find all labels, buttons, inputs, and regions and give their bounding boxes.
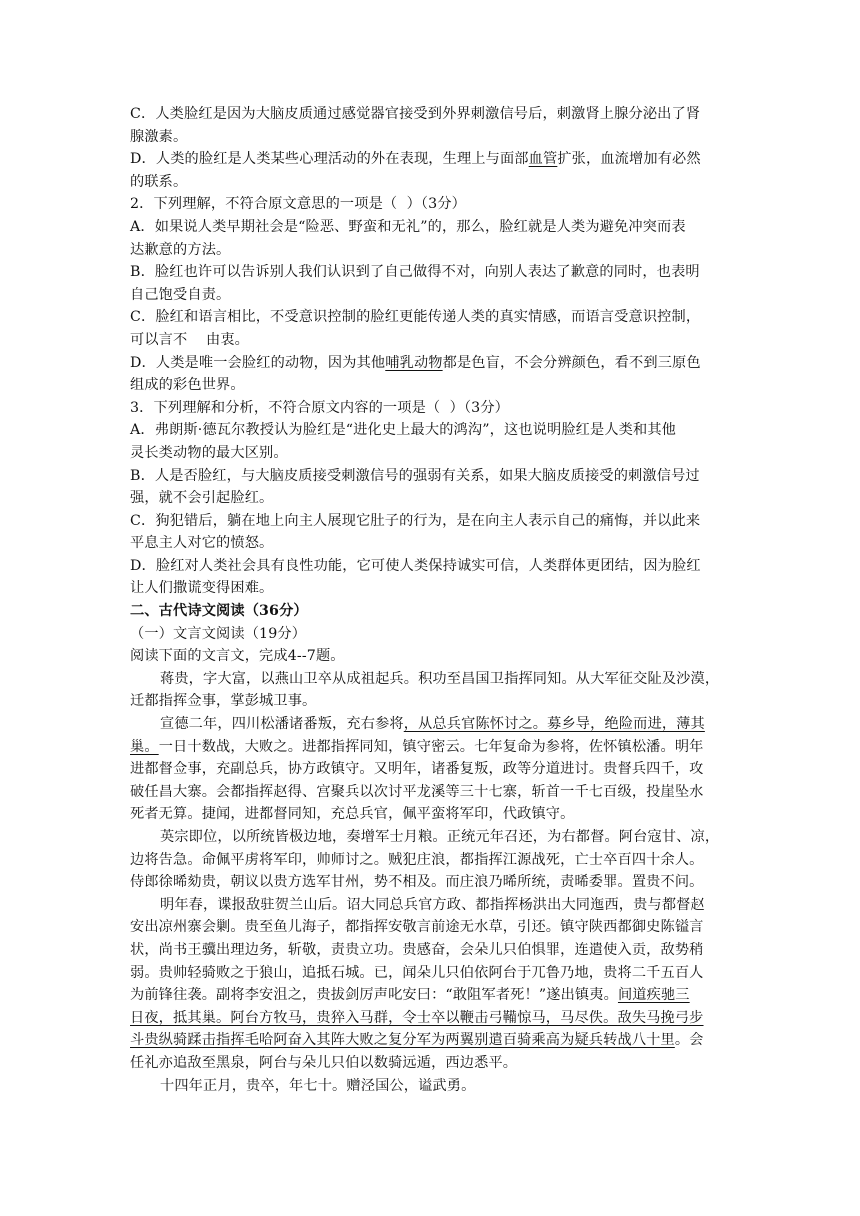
q2-option-d-text-a: D．人类是唯一会脸红的动物，因为其他 <box>130 354 386 371</box>
passage-p2-underlined-sentence-b: 巢。 <box>130 738 159 755</box>
q3-option-c-line2: 平息主人对它的愤怒。 <box>130 535 274 552</box>
q2-option-c-line1: C．脸红和语言相比，不受意识控制的脸红更能传递人类的真实情感，而语言受意识控制， <box>130 309 701 326</box>
passage-p4-line6 <box>130 1007 730 1030</box>
q1-option-d-underlined-term: 血管 <box>528 151 558 168</box>
passage-p2-line3: 进都督佥事，充副总兵，协方政镇守。又明年，诸番复叛，政等分道进讨。贵督兵四千，攻 <box>130 761 704 778</box>
passage-p1-line2: 迁都指挥佥事，掌彭城卫事。 <box>130 693 317 710</box>
passage-p4-underlined-d: 斗贵纵骑蹂击指挥毛哈阿奋入其阵大败之复分军为两翼别遣百骑乘高为疑兵转战八十里 <box>130 1032 675 1049</box>
q3-option-a-line1: A．弗朗斯·德瓦尔教授认为脸红是“进化史上最大的鸿沟”，这也说明脸红是人类和其他 <box>130 422 677 439</box>
q2-option-d-line1 <box>130 352 730 375</box>
q1-option-d-text-a: D．人类的脸红是人类某些心理活动的外在表现，生理上与面部 <box>130 151 529 168</box>
q3-option-c-line1: C．狗犯错后，躺在地上向主人展现它肚子的行为，是在向主人表示自己的痛悔，并以此来 <box>130 512 701 529</box>
passage-p2-text-b: 一日十数战，大败之。进都指挥同知，镇守密云。七年复命为参将，佐怀镇松潘。明年 <box>158 738 704 755</box>
passage-p2-line5: 死者无算。捷闻，进都督同知，充总兵官，佩平蛮将军印，代政镇守。 <box>130 806 575 823</box>
passage-p4-line3: 状，尚书王骥出理边务，斩敬，责贵立功。贵感奋，会朵儿只伯惧罪，连遣使入贡，敌势稍 <box>130 941 704 958</box>
q1-option-d-line1 <box>130 148 730 171</box>
q2-option-d-underlined-term: 哺乳动物 <box>385 354 443 371</box>
q2-option-b-line1: B．脸红也许可以告诉别人我们认识到了自己做得不对，向别人表达了歉意的同时，也表明 <box>130 264 700 281</box>
q1-option-d-text-b: 扩张，血流增加有必然 <box>557 151 701 168</box>
passage-p4-line4: 弱。贵帅轻骑败之于狼山，追抵石城。已，闻朵儿只伯依阿台于兀鲁乃地，贵将二千五百人 <box>130 964 704 981</box>
reading-instruction: 阅读下面的文言文，完成4--7题。 <box>130 648 345 665</box>
passage-p4-line2: 安出凉州寨会剿。贵至鱼儿海子，都指挥安敬言前途无水草，引还。镇守陕西都御史陈镒言 <box>130 919 704 936</box>
passage-p4-line7 <box>130 1029 730 1052</box>
passage-p4-line1: 明年春，谍报敌驻贺兰山后。诏大同总兵官方政、都指挥杨洪出大同迤西，贵与都督赵 <box>160 896 705 913</box>
q1-option-c-line1: C．人类脸红是因为大脑皮质通过感觉器官接受到外界刺激信号后，刺激肾上腺分泌出了肾 <box>130 106 701 122</box>
q2-option-a-line1: A．如果说人类早期社会是“险恶、野蛮和无礼”的，那么，脸红就是人类为避免冲突而表 <box>130 218 686 235</box>
document-page <box>130 103 730 1097</box>
passage-p3-line2: 边将告急。命佩平虏将军印，帅师讨之。贼犯庄浪，都指挥江源战死，亡士卒百四十余人。 <box>130 851 704 868</box>
passage-p4-text-b: 。会 <box>674 1032 704 1049</box>
passage-p1-line1: 蒋贵，字大富，以燕山卫卒从成祖起兵。积功至昌国卫指挥同知。从大军征交阯及沙漠， <box>160 670 720 687</box>
q3-stem: 3．下列理解和分析，不符合原文内容的一项是（ ）（3分） <box>130 399 510 416</box>
q2-option-c-line2: 可以言不 由衷。 <box>130 331 250 348</box>
q3-option-d-line1: D．脸红对人类社会具有良性功能，它可使人类保持诚实可信，人类群体更团结，因为脸红 <box>130 557 701 574</box>
q3-option-a-line2: 灵长类动物的最大区别。 <box>130 444 288 461</box>
passage-p2-underlined-sentence-a: ，从总兵官陈怀讨之。募乡导，绝险而进，薄其 <box>403 716 705 733</box>
passage-p2-line1 <box>130 713 730 736</box>
passage-p2-text-a: 宣德二年，四川松潘诸番叛，充右参将 <box>160 716 404 733</box>
q2-option-d-line2: 组成的彩色世界。 <box>130 377 245 394</box>
passage-p4-underlined-b: 日夜，抵其巢。阿台方牧马，贵猝入马群，令士卒以鞭击弓鞴惊马，马尽佚。 <box>130 1009 618 1026</box>
q2-option-d-text-b: 都是色盲，不会分辨颜色，看不到三原色 <box>442 354 701 371</box>
section-heading: 二、古代诗文阅读（36分） <box>130 603 308 620</box>
passage-p4-underlined-c: 敌失马挽弓步 <box>617 1009 704 1026</box>
passage-p4-text-a: 为前锋往袭。副将李安沮之，贵拔剑厉声叱安曰：“敢阻军者死！”遂出镇夷。 <box>130 987 618 1004</box>
passage-p4-underlined-a: 间道疾驰三 <box>617 987 690 1004</box>
passage-p2-line4: 破任昌大寨。会都指挥赵得、宫聚兵以次讨平龙溪等三十七寨，斩首一千七百级，投崖坠水 <box>130 783 704 800</box>
q1-option-c-line2: 腺激素。 <box>130 128 188 145</box>
q3-option-d-line2: 让人们撒谎变得困难。 <box>130 580 274 597</box>
passage-p3-line3: 侍郎徐晞劾贵，朝议以贵方选军甘州，势不相及。而庄浪乃晞所统，责晞委罪。置贵不问。 <box>130 874 704 891</box>
passage-p3-line1: 英宗即位，以所统皆极边地，奏增军士月粮。正统元年召还，为右都督。阿台寇甘、凉， <box>160 829 720 845</box>
passage-p4-line8: 任礼亦追敌至黑泉，阿台与朵儿只伯以数骑远遁，西边悉平。 <box>130 1054 518 1071</box>
q2-stem: 2．下列理解，不符合原文意思的一项是（ ）（3分） <box>130 196 466 213</box>
q2-option-a-line2: 达歉意的方法。 <box>130 241 231 258</box>
passage-p5-line1: 十四年正月，贵卒，年七十。赠泾国公，谥武勇。 <box>160 1077 476 1094</box>
q3-option-b-line2: 强，就不会引起脸红。 <box>130 490 274 507</box>
q2-option-b-line2: 自己饱受自责。 <box>130 286 231 303</box>
q3-option-b-line1: B．人是否脸红，与大脑皮质接受刺激信号的强弱有关系，如果大脑皮质接受的刺激信号过 <box>130 467 700 484</box>
subsection-heading: （一）文言文阅读（19分） <box>130 625 307 642</box>
passage-p2-line2 <box>130 736 730 759</box>
q1-option-d-line2: 的联系。 <box>130 173 188 190</box>
passage-p4-line5 <box>130 984 730 1007</box>
